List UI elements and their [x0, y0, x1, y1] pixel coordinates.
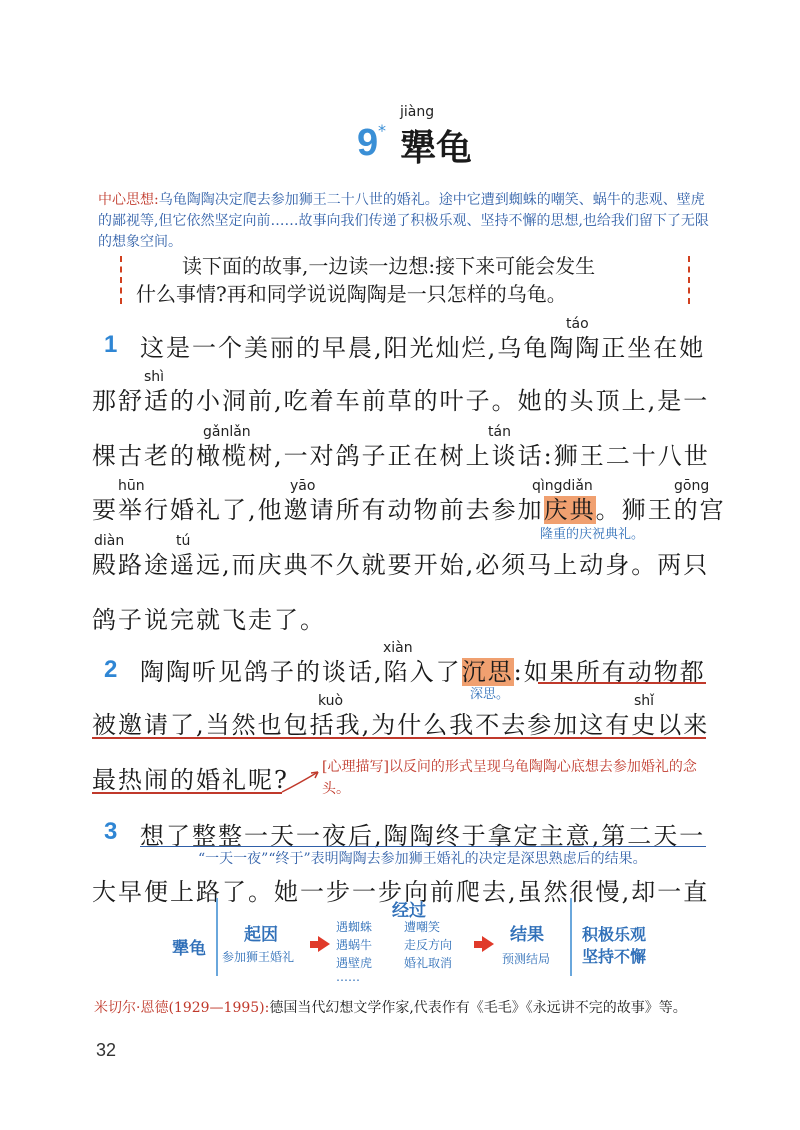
- cause-text: 参加狮王婚礼: [222, 950, 295, 964]
- plot-diagram: [160, 898, 680, 982]
- cause-title: 起因: [244, 925, 278, 945]
- process-item: 走反方向: [404, 938, 453, 952]
- conclusion-2: 坚持不懈: [582, 947, 647, 966]
- p1-line-5: 殿路途遥远,而庆典不久就要开始,必须马上动身。两只: [92, 551, 710, 579]
- diagram-divider-left: [216, 898, 218, 976]
- lesson-star: *: [378, 121, 386, 140]
- arrow-2-icon: [482, 936, 494, 952]
- p3-line-2: 大早便上路了。她一步一步向前爬去,虽然很慢,却一直: [92, 878, 710, 906]
- p3-underline: [140, 846, 706, 847]
- prompt-bar-right: [684, 256, 690, 304]
- reading-prompt-text: [136, 252, 676, 308]
- paragraph-number-3: 3: [104, 818, 118, 845]
- pinyin-xian: xiàn: [383, 640, 413, 656]
- lesson-title: 犟龟: [400, 127, 473, 169]
- diagram-subject: 犟龟: [172, 939, 206, 959]
- author-name: 米切尔·恩德(1929—1995):: [94, 1000, 270, 1016]
- arrow-2-tail: [474, 941, 482, 948]
- p1-line-6: 鸽子说完就飞走了。: [92, 606, 326, 634]
- pinyin-tu: tú: [176, 533, 191, 549]
- pinyin-yao: yāo: [290, 478, 316, 494]
- central-idea-text: 乌龟陶陶决定爬去参加狮王二十八世的婚礼。途中它遭到蜘蛛的嘲笑、蜗牛的悲观、壁虎的鄙视等,但它依然坚定向前……故事向我们传递了积极乐观、坚持不懈的思想,也给我们留下了无限的想象空间。: [98, 192, 709, 250]
- pinyin-kuo: kuò: [318, 693, 344, 709]
- p2-underline-2: [92, 737, 706, 739]
- pinyin-qingdian: qìngdiǎn: [532, 478, 593, 494]
- term-chensi: 沉思: [461, 658, 514, 686]
- pinyin-shi: shì: [144, 369, 165, 385]
- result-title: 结果: [510, 925, 544, 945]
- p1-line-3: 棵古老的橄榄树,一对鸽子正在树上谈话:狮王二十八世: [92, 442, 710, 470]
- pinyin-dian: diàn: [94, 533, 125, 549]
- pinyin-hun: hūn: [118, 478, 145, 494]
- process-item: 婚礼取消: [404, 956, 453, 970]
- gloss-chensi: 深思。: [470, 687, 510, 702]
- process-left-list: [336, 918, 372, 982]
- process-item: 遇蜘蛛: [336, 920, 373, 934]
- lesson-number: 9: [357, 122, 379, 164]
- conclusion-1: 积极乐观: [582, 925, 647, 944]
- process-item: ……: [336, 970, 360, 984]
- paragraph-number-2: 2: [104, 656, 118, 683]
- pinyin-gong: gōng: [674, 478, 710, 494]
- pinyin-ganlan: gǎnlǎn: [203, 424, 251, 440]
- author-text: 德国当代幻想文学作家,代表作有《毛毛》《永远讲不完的故事》等。: [269, 1000, 687, 1016]
- process-item: 遇蜗牛: [336, 938, 373, 952]
- reading-prompt: [120, 250, 690, 306]
- p1-line-1: 这是一个美丽的早晨,阳光灿烂,乌龟陶陶正坐在她: [140, 334, 706, 362]
- p1-line-4: [92, 490, 726, 525]
- p2-line-3: 最热闹的婚礼呢?: [92, 766, 289, 794]
- prompt-line-1: 读下面的故事,一边读一边想:接下来可能会发生: [182, 254, 596, 278]
- title-pinyin: jiàng: [400, 104, 435, 120]
- paragraph-number-1: 1: [104, 331, 118, 358]
- pinyin-tan: tán: [488, 424, 511, 440]
- p1-line-4-b: 。狮王的宫: [595, 496, 726, 524]
- p2-line-1-a: 陶陶听见鸽子的谈话,陷入了: [140, 658, 462, 686]
- p1-line-4-a: 要举行婚礼了,他邀请所有动物前去参加: [92, 496, 544, 524]
- pinyin-shi-2: shǐ: [634, 693, 655, 709]
- result-text: 预测结局: [502, 952, 551, 966]
- p3-note: “一天一夜”“终于”表明陶陶去参加狮王婚礼的决定是深思熟虑后的结果。: [198, 851, 647, 867]
- p3-line-1: 想了整整一天一夜后,陶陶终于拿定主意,第二天一: [140, 822, 706, 850]
- gloss-qingdian: 隆重的庆祝典礼。: [540, 527, 645, 542]
- arrow-1-icon: [318, 936, 330, 952]
- psychology-note: [心理描写]以反问的形式呈现乌龟陶陶心底想去参加婚礼的念头。: [322, 759, 697, 797]
- central-idea-label: 中心思想:: [98, 192, 159, 208]
- prompt-line-2: 什么事情?再和同学说说陶陶是一只怎样的乌龟。: [136, 282, 567, 306]
- prompt-bar-left: [120, 256, 126, 304]
- conclusion: [582, 924, 646, 968]
- arrow-1-tail: [310, 941, 318, 948]
- pinyin-tao: táo: [566, 316, 589, 332]
- page-number: 32: [96, 1040, 117, 1060]
- term-qingdian: 庆典: [543, 496, 596, 524]
- p2-underline-3: [92, 792, 282, 794]
- process-right-list: [404, 918, 452, 972]
- p2-line-1-b: :如果所有动物都: [513, 658, 706, 686]
- central-idea: [98, 190, 718, 253]
- p2-line-2: 被邀请了,当然也包括我,为什么我不去参加这有史以来: [92, 711, 710, 739]
- p2-underline-1: [538, 682, 706, 684]
- process-item: 遭嘲笑: [404, 920, 441, 934]
- p1-line-2: 那舒适的小洞前,吃着车前草的叶子。她的头顶上,是一: [92, 387, 710, 415]
- callout-arrow: [278, 768, 322, 796]
- process-item: 遇壁虎: [336, 956, 373, 970]
- process-title: 经过: [392, 901, 426, 921]
- diagram-divider-right: [570, 898, 572, 976]
- author-note: [94, 998, 714, 1018]
